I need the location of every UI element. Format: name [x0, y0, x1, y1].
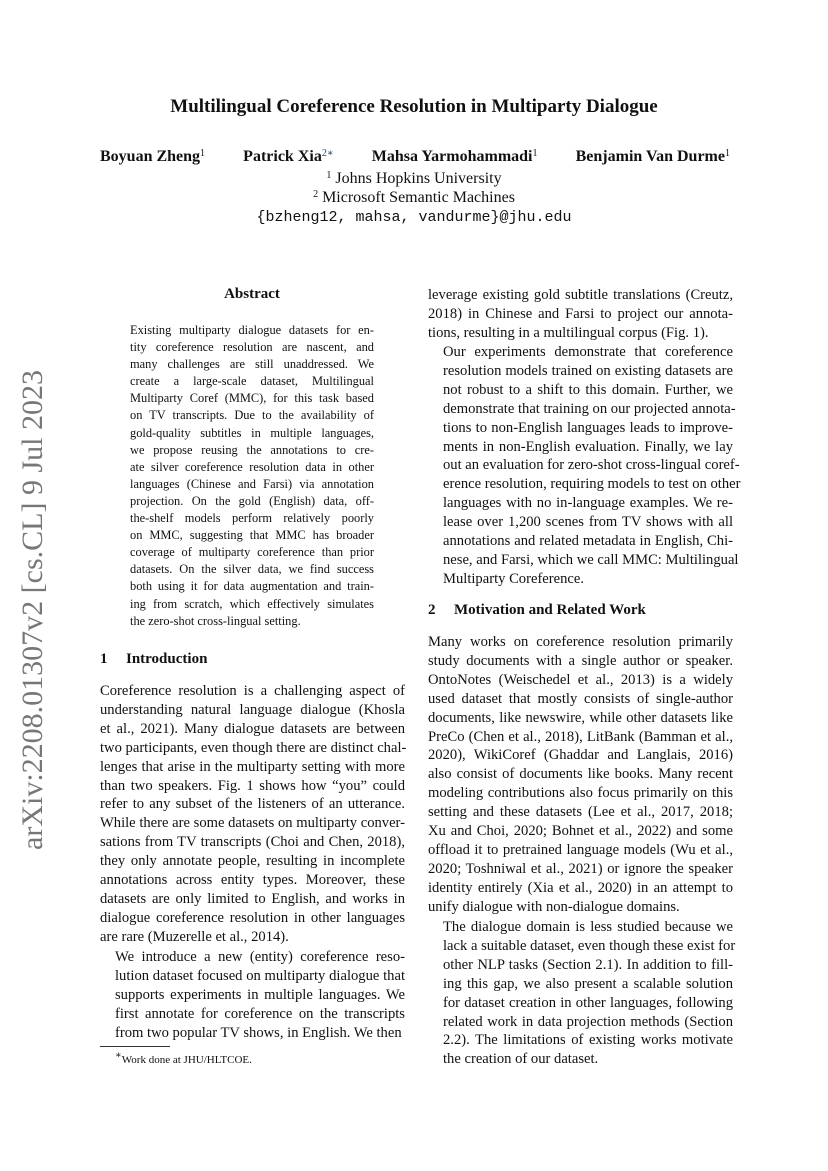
- text-line: 2020), WikiCoref (Ghaddar and Langlais, 2016): [428, 747, 733, 764]
- text-line: related work in data projection methods (Section: [443, 1013, 733, 1030]
- abstract-text: [130, 322, 374, 630]
- text-line: tions, resulting in a multilingual corpus (Fig. 1).: [428, 324, 709, 341]
- text-line: gold-quality subtitles in multiple languages,: [130, 425, 374, 440]
- text-line: first annotate for coreference on the transcripts: [115, 1005, 405, 1022]
- author: Boyuan Zheng$^1$: [100, 148, 206, 165]
- author-email: {bzheng12, mahsa, vandurme}@jhu.edu: [256, 209, 572, 226]
- text-line: 2018) in Chinese and Farsi to project our annota-: [428, 305, 733, 322]
- text-line: on TV transcripts. Due to the availability of: [130, 408, 374, 423]
- text-line: PreCo (Chen et al., 2018), LitBank (Bamman et al.,: [428, 728, 733, 745]
- text-line: annotations and related metadata in English, Chi-: [443, 533, 733, 550]
- text-line: modeling contributions also focus primarily on this: [428, 785, 733, 802]
- text-line: languages with no in-language examples. We re-: [443, 495, 733, 512]
- text-line: ing from scratch, which effectively simulates: [130, 596, 374, 611]
- text-line: also consist of documents like books. Many recent: [428, 766, 733, 783]
- text-line: ing this gap, we also present a scalable solution: [443, 975, 733, 992]
- text-line: sations from TV transcripts (Choi and Chen, 2018),: [100, 834, 405, 851]
- text-line: we propose reusing the annotations to cre-: [130, 442, 374, 457]
- text-line: unify dialogue with non-dialogue domains.: [428, 898, 680, 915]
- text-line: documents, like newswire, while other datasets like: [428, 709, 733, 726]
- text-line: tions to non-English languages leads to improve-: [443, 419, 733, 436]
- section-heading: 2 Motivation and Related Work: [428, 602, 646, 618]
- text-line: two participants, even though there are distinct chal-: [100, 739, 407, 756]
- text-line: not robust to a shift to this domain. Further, we: [443, 381, 733, 398]
- text-line: are rare (Muzerelle et al., 2014).: [100, 928, 289, 945]
- text-line: the zero-shot cross-lingual setting.: [130, 613, 301, 628]
- text-line: leverage existing gold subtitle translations (Creutz,: [428, 287, 733, 303]
- text-line: offload it to pretrained language models (Wu et al.,: [428, 841, 733, 858]
- text-line: out an evaluation for zero-shot cross-lingual coref-: [443, 457, 740, 474]
- text-line: While there are some datasets on multiparty conver-: [100, 815, 405, 832]
- abstract-heading: Abstract: [224, 286, 280, 302]
- text-line: Existing multiparty dialogue datasets for en-: [130, 323, 374, 337]
- text-line: Coreference resolution is a challenging aspect of: [100, 683, 405, 699]
- text-line: other NLP tasks (Section 2.1). In addition to fill-: [443, 956, 733, 973]
- text-line: understanding natural language dialogue (Khosla: [100, 701, 405, 718]
- text-line: both using it for data augmentation and train-: [130, 579, 374, 594]
- text-line: et al., 2021). Many dialogue datasets are between: [100, 720, 405, 737]
- text-line: lenges that arise in the multiparty setting with more: [100, 758, 405, 775]
- text-line: ments in non-English evaluation. Finally, we lay: [443, 438, 733, 455]
- author-list: [100, 148, 730, 166]
- text-line: Our experiments demonstrate that coreference: [443, 344, 733, 360]
- text-line: create a large-scale dataset, Multilingual: [130, 374, 374, 389]
- text-line: the creation of our dataset.: [443, 1051, 599, 1068]
- text-line: projection. On the gold (English) data, off-: [130, 493, 374, 508]
- text-line: lease over 1,200 scenes from TV shows with all: [443, 514, 733, 531]
- text-line: than two speakers. Fig. 1 shows how “you” could: [100, 777, 405, 794]
- text-line: on MMC, suggesting that MMC has broader: [130, 528, 374, 543]
- affiliation: $^2$ Microsoft Semantic Machines: [313, 189, 515, 206]
- paragraph: [428, 633, 733, 917]
- text-line: Many works on coreference resolution primarily: [428, 634, 733, 650]
- arxiv-stamp: [8, 370, 58, 850]
- paragraph: [428, 286, 733, 343]
- text-line: the-shelf models perform relatively poorly: [130, 511, 374, 526]
- text-line: many challenges are still unaddressed. We: [130, 357, 374, 372]
- text-line: 2020; Toshniwal et al., 2021) or ignore the speaker: [428, 860, 733, 877]
- arxiv-id: arXiv:2208.01307v2 [cs.CL] 9 Jul 2023: [16, 370, 49, 850]
- text-line: ate silver coreference resolution data in other: [130, 459, 374, 474]
- paragraph: [100, 682, 405, 947]
- author: Mahsa Yarmohammadi$^1$: [371, 148, 538, 165]
- text-line: OntoNotes (Weischedel et al., 2013) is a widely: [428, 671, 733, 688]
- text-line: datasets. On the silver data, we find success: [130, 562, 374, 577]
- text-line: languages (Chinese and Farsi) via annotation: [130, 476, 374, 491]
- text-line: Multiparty Coreference.: [443, 570, 585, 587]
- paragraph: [100, 948, 405, 1043]
- text-line: 2.2). The limitations of existing works motivate: [443, 1032, 733, 1049]
- text-line: study documents with a single author or speaker.: [428, 652, 733, 669]
- text-line: lution dataset focused on multiparty dialogue that: [115, 967, 405, 984]
- paper-title: Multilingual Coreference Resolution in Multiparty Dialogue: [170, 96, 658, 117]
- text-line: nese, and Farsi, which we call MMC: Multilingual: [443, 551, 739, 568]
- text-line: refer to any subset of the listeners of an utterance.: [100, 796, 405, 813]
- text-line: they only annotate people, resulting in incomplete: [100, 853, 405, 870]
- text-line: Multiparty Coref (MMC), for this task based: [130, 391, 374, 406]
- author: Patrick Xia$^{2∗}$: [243, 148, 334, 165]
- text-line: We introduce a new (entity) coreference reso-: [115, 949, 405, 965]
- text-line: tity coreference resolution are nascent, and: [130, 340, 374, 355]
- text-line: for dataset creation in other languages, following: [443, 994, 733, 1011]
- text-line: from two popular TV shows, in English. We then: [115, 1024, 402, 1041]
- text-line: datasets are only limited to English, and works in: [100, 890, 405, 907]
- text-line: demonstrate that training on our projected annota-: [443, 400, 736, 417]
- section-heading: 1 Introduction: [100, 651, 208, 667]
- text-line: erence resolution, requiring models to test on other: [443, 476, 741, 493]
- text-line: annotations across entity types. Moreover, these: [100, 872, 405, 889]
- text-line: coverage of multiparty coreference than prior: [130, 545, 374, 560]
- paragraph: [428, 918, 736, 1069]
- text-line: supports experiments in multiple languages. We: [115, 986, 405, 1003]
- paragraph: [428, 343, 741, 589]
- text-line: dialogue coreference resolution in other languages: [100, 909, 405, 926]
- text-line: lack a suitable dataset, even though these exist for: [443, 937, 736, 954]
- text-line: identity entirely (Xia et al., 2020) in an attempt to: [428, 879, 733, 896]
- author: Benjamin Van Durme$^1$: [575, 148, 730, 165]
- footnote: ∗Work done at JHU/HLTCOE.: [115, 1050, 252, 1066]
- footnote-rule: [100, 1046, 170, 1047]
- text-line: used dataset that mostly consists of single-author: [428, 690, 733, 707]
- affiliation: $^1$ Johns Hopkins University: [326, 170, 502, 187]
- text-line: resolution models trained on existing datasets are: [443, 362, 733, 379]
- text-line: The dialogue domain is less studied because we: [443, 919, 733, 935]
- text-line: setting and these datasets (Lee et al., 2017, 2018;: [428, 804, 733, 821]
- text-line: Xu and Choi, 2020; Bohnet et al., 2022) and some: [428, 823, 733, 840]
